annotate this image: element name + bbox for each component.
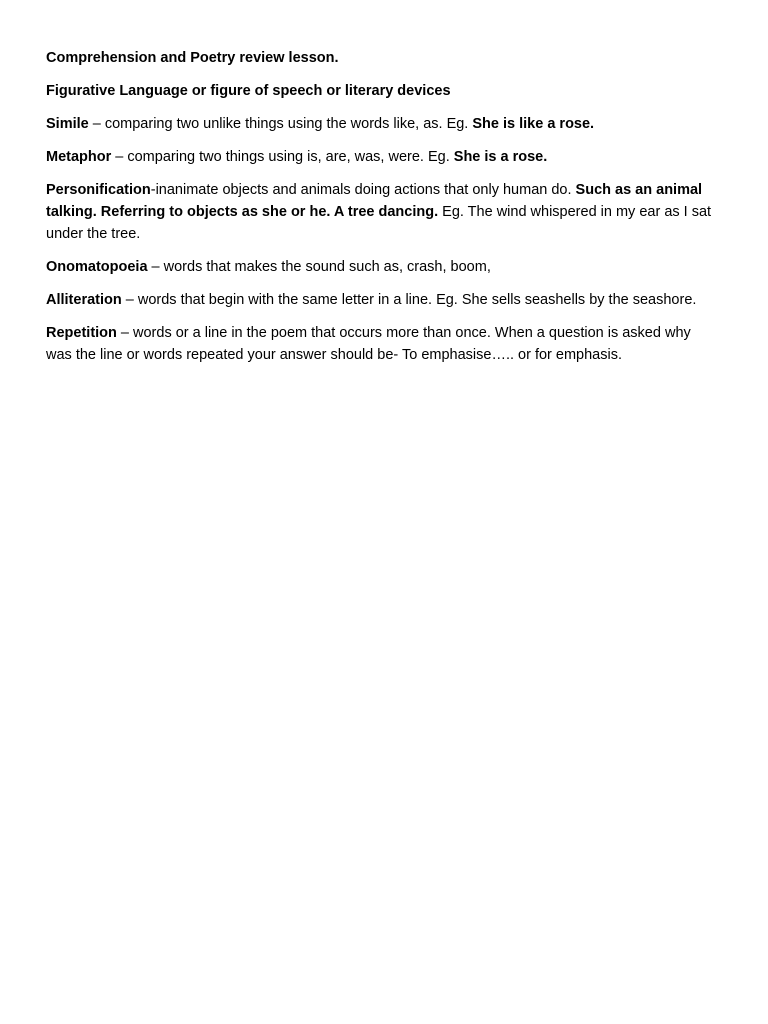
document-title: Comprehension and Poetry review lesson. bbox=[46, 50, 339, 66]
onomatopoeia-entry bbox=[46, 256, 718, 278]
simile-definition: – comparing two unlike things using the words like, as. Eg. bbox=[88, 116, 473, 132]
personification-definition: -inanimate objects and animals doing actions that only human do. bbox=[150, 182, 576, 198]
document-subtitle: Figurative Language or figure of speech or literary devices bbox=[46, 83, 451, 99]
repetition-term: Repetition bbox=[46, 325, 117, 341]
onomatopoeia-term: Onomatopoeia bbox=[46, 259, 148, 275]
repetition-entry bbox=[46, 322, 718, 366]
personification-term: Personification bbox=[46, 182, 151, 198]
simile-term: Simile bbox=[46, 116, 89, 132]
repetition-definition: – words or a line in the poem that occurs more than once. When a question is asked why was the line or words repeated your answer should be- To emphasise….. or for emphasis. bbox=[46, 325, 691, 363]
alliteration-term: Alliteration bbox=[46, 292, 122, 308]
document-page bbox=[46, 47, 718, 377]
simile-example: She is like a rose. bbox=[472, 116, 595, 132]
alliteration-definition: – words that begin with the same letter in a line. Eg. She sells seashells by the seashore. bbox=[121, 292, 697, 308]
metaphor-term: Metaphor bbox=[46, 149, 112, 165]
onomatopoeia-definition: – words that makes the sound such as, crash, boom, bbox=[147, 259, 491, 275]
metaphor-definition: – comparing two things using is, are, was, were. Eg. bbox=[111, 149, 454, 165]
personification-example: Eg. The wind whispered in my ear as I sat under the tree. bbox=[46, 204, 712, 242]
personification-bold-examples: Such as an animal talking. Referring to objects as she or he. A tree dancing. bbox=[46, 182, 703, 220]
metaphor-entry bbox=[46, 146, 718, 168]
metaphor-example: She is a rose. bbox=[453, 149, 548, 165]
simile-entry bbox=[46, 113, 718, 135]
personification-entry bbox=[46, 179, 718, 245]
alliteration-entry bbox=[46, 289, 718, 311]
